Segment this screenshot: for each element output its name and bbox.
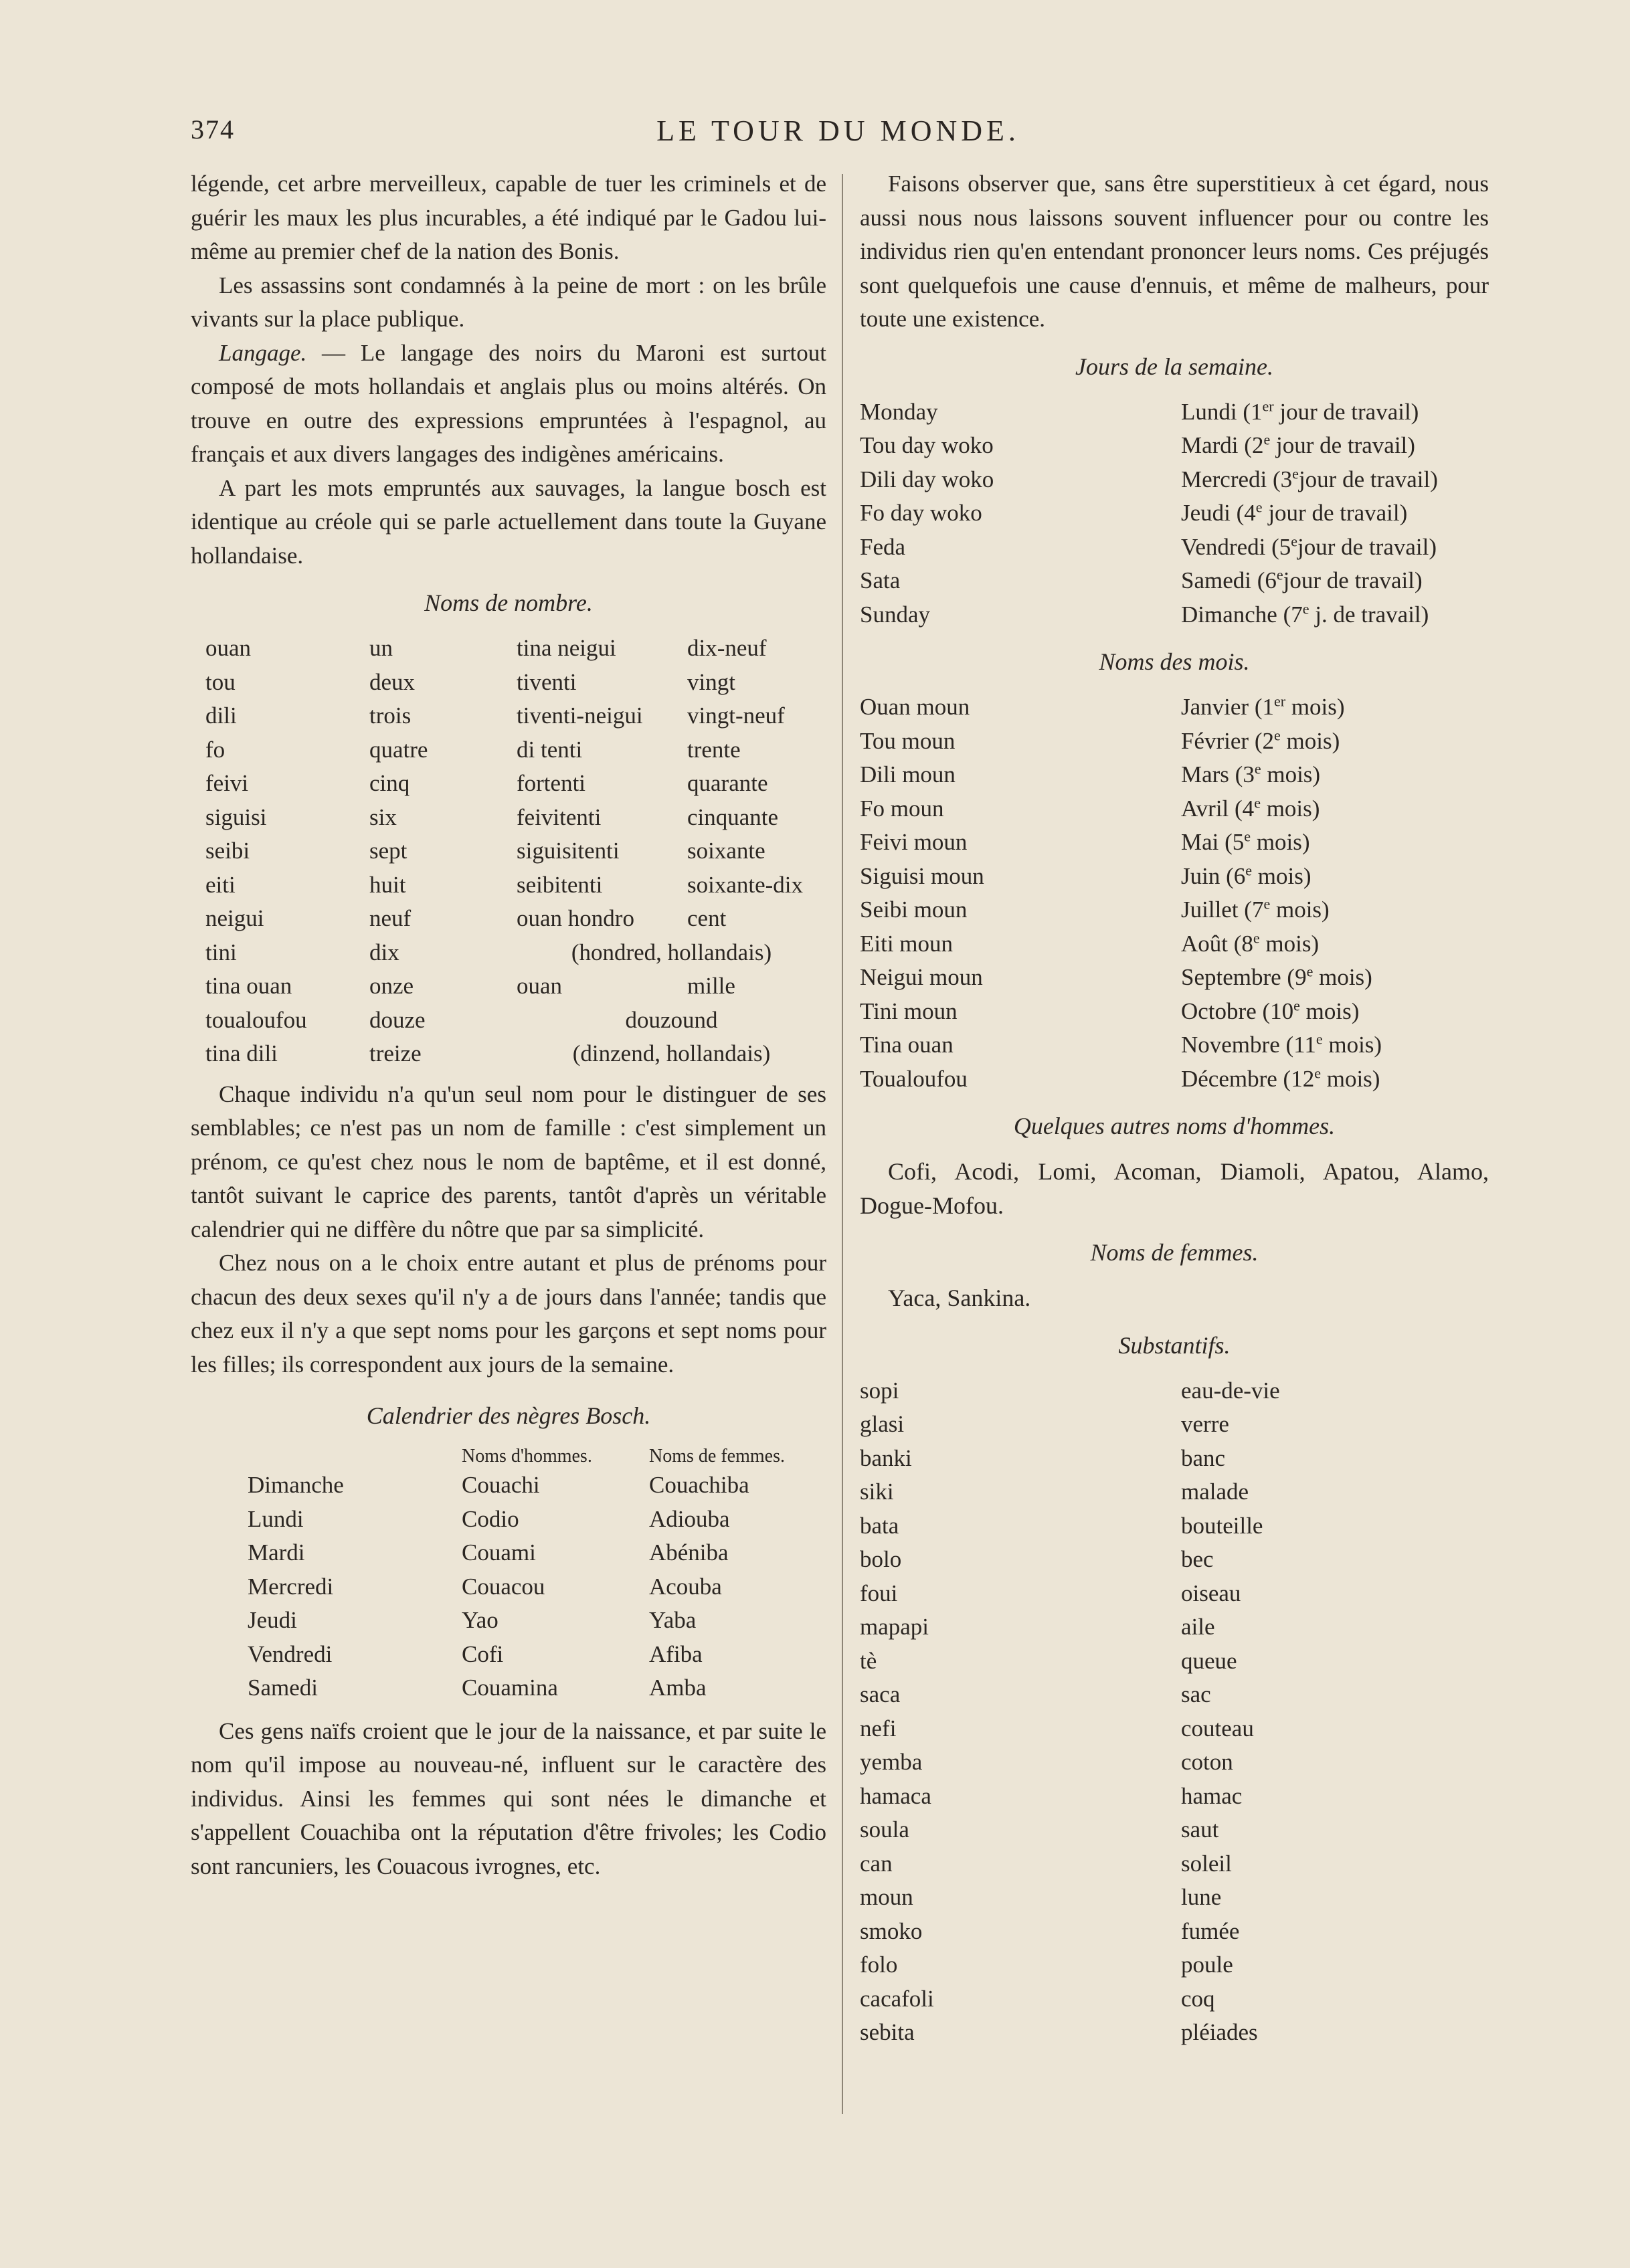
number-word-cell: siguisitenti	[517, 838, 620, 864]
noun-french-cell: bouteille	[1181, 1512, 1263, 1539]
number-word-cell: siguisi	[205, 804, 267, 830]
calendar-male-name-cell: Codio	[462, 1505, 519, 1532]
noun-word-cell: foui	[860, 1580, 898, 1606]
month-word-cell: Eiti moun	[860, 930, 954, 957]
calendar-male-name-cell: Couacou	[462, 1573, 545, 1600]
calendar-male-name-cell: Couamina	[462, 1675, 558, 1701]
month-word-cell: Fo moun	[860, 795, 944, 822]
ordinal-superscript: e	[1244, 828, 1251, 845]
calendar-male-name-cell: Cofi	[462, 1640, 504, 1667]
day-word-cell: Fo day woko	[860, 500, 982, 526]
number-french-cell: dix-neuf	[687, 635, 767, 661]
paragraph: Faisons observer que, sans être superstitieux à cet égard, nous aussi nous nous laissons souvent influencer pour ou contre les individus rien qu'en entendant prononcer leurs noms. Ces préjugés sont quelquefois une cause d'ennuis, et même de malheurs, pour toute une existence.	[860, 171, 1489, 332]
month-french-cell: Décembre (12e mois)	[1181, 1064, 1380, 1092]
number-french-cell: cinquante	[687, 804, 779, 830]
ordinal-superscript: e	[1263, 895, 1271, 913]
number-word-cell: tiventi-neigui	[517, 702, 643, 729]
number-word-cell: tini	[205, 939, 237, 965]
calendar-female-name-cell: Acouba	[649, 1573, 722, 1600]
women-names: Yaca, Sankina.	[888, 1285, 1031, 1311]
number-french-cell: treize	[369, 1040, 422, 1066]
number-french-cell: un	[369, 635, 393, 661]
number-word-cell: neigui	[205, 905, 264, 931]
number-word-cell: toualoufou	[205, 1006, 307, 1033]
number-word-cell: fo	[205, 736, 225, 763]
day-french-cell: Mardi (2e jour de travail)	[1181, 431, 1415, 458]
month-word-cell: Neigui moun	[860, 964, 983, 990]
number-word-cell: ouan	[517, 973, 563, 999]
calendar-day-cell: Jeudi	[248, 1607, 297, 1633]
ordinal-superscript: e	[1314, 1064, 1321, 1081]
section-heading-men-names: Quelques autres noms d'hommes.	[1013, 1113, 1336, 1139]
number-word-cell: feivi	[205, 770, 249, 796]
ordinal-superscript: e	[1273, 726, 1281, 743]
number-word-cell: tou	[205, 668, 236, 695]
number-french-cell: trente	[687, 736, 741, 763]
ordinal-superscript: e	[1291, 532, 1298, 549]
calendar-day-cell: Mardi	[248, 1539, 305, 1566]
noun-french-cell: coq	[1181, 1985, 1215, 2012]
running-title: LE TOUR DU MONDE.	[656, 114, 1020, 147]
number-french-cell: mille	[687, 973, 735, 999]
noun-word-cell: folo	[860, 1952, 898, 1978]
day-word-cell: Feda	[860, 533, 906, 560]
days-table	[860, 395, 1489, 632]
month-french-cell: Mars (3e mois)	[1181, 760, 1321, 787]
page-number: 374	[191, 114, 235, 145]
calendar-column-header: Noms d'hommes.	[462, 1446, 592, 1467]
ordinal-superscript: er	[1262, 397, 1274, 414]
paragraph: Chez nous on a le choix entre autant et plus de prénoms pour chacun des deux sexes qu'il n'y a de jours dans l'année; tandis que chez eux il n'y a que sept noms pour les garçons et sept noms pour les filles; ils correspondent aux jours de la semaine.	[191, 1250, 826, 1378]
month-word-cell: Ouan moun	[860, 694, 970, 720]
day-french-cell: Lundi (1er jour de travail)	[1181, 397, 1419, 425]
calendar-female-name-cell: Afiba	[649, 1640, 703, 1667]
day-french-cell: Samedi (6ejour de travail)	[1181, 566, 1423, 593]
day-french-cell: Dimanche (7e j. de travail)	[1181, 599, 1429, 628]
month-french-cell: Août (8e mois)	[1181, 929, 1320, 957]
noun-french-cell: malade	[1181, 1479, 1249, 1505]
month-word-cell: Feivi moun	[860, 829, 968, 855]
number-french-cell: douze	[369, 1006, 426, 1033]
ordinal-superscript: e	[1253, 929, 1260, 946]
calendar-day-cell: Samedi	[248, 1675, 318, 1701]
noun-word-cell: glasi	[860, 1411, 905, 1437]
month-word-cell: Tou moun	[860, 727, 956, 754]
number-french-cell: vingt	[687, 668, 735, 695]
month-word-cell: Tina ouan	[860, 1032, 954, 1058]
calendar-male-name-cell: Yao	[462, 1607, 499, 1633]
calendar-female-name-cell: Couachiba	[649, 1472, 749, 1498]
calendar-female-name-cell: Amba	[649, 1675, 707, 1701]
number-word-cell: seibi	[205, 838, 250, 864]
noun-word-cell: sebita	[860, 2019, 915, 2045]
paragraph: Les assassins sont condamnés à la peine de mort : on les brûle vivants sur la place publique.	[191, 272, 826, 332]
noun-word-cell: siki	[860, 1479, 894, 1505]
noun-french-cell: poule	[1181, 1952, 1233, 1978]
calendar-female-name-cell: Adiouba	[649, 1505, 730, 1532]
noun-french-cell: queue	[1181, 1647, 1237, 1674]
calendar-column-header: Noms de femmes.	[649, 1446, 785, 1467]
column-divider	[842, 174, 843, 2114]
calendar-male-name-cell: Couachi	[462, 1472, 540, 1498]
month-french-cell: Juillet (7e mois)	[1181, 895, 1330, 923]
calendar-female-name-cell: Abéniba	[649, 1539, 729, 1566]
noun-french-cell: soleil	[1181, 1850, 1232, 1877]
paragraph-langage	[191, 337, 826, 472]
paragraph-text: — Le langage des noirs du Maroni est surtout composé de mots hollandais et anglais plus ou moins altérés. On trouve en outre des expressions empruntées à l'espagnol, au français et aux divers langages des indigènes américains.	[191, 339, 826, 467]
noun-word-cell: smoko	[860, 1917, 923, 1944]
number-french-cell: huit	[369, 871, 406, 898]
month-french-cell: Octobre (10e mois)	[1181, 996, 1360, 1024]
noun-french-cell: couteau	[1181, 1715, 1254, 1741]
number-word-cell: tiventi	[517, 668, 577, 695]
noun-word-cell: nefi	[860, 1715, 897, 1741]
noun-word-cell: cacafoli	[860, 1985, 934, 2012]
noun-word-cell: moun	[860, 1884, 913, 1910]
number-word-cell: ouan hondro	[517, 905, 634, 931]
number-word-cell: tina neigui	[517, 635, 616, 661]
men-names: Cofi, Acodi, Lomi, Acoman, Diamoli, Apatou, Alamo, Dogue-Mofou.	[860, 1158, 1489, 1219]
paragraph: Ces gens naïfs croient que le jour de la naissance, et par suite le nom qu'il impose au nouveau-né, influent sur le caractère des individus. Ainsi les femmes qui sont nées le dimanche et s'appellent Couachiba ont la réputation d'être frivoles; les Codio sont rancuniers, les Couacous ivrognes, etc.	[191, 1717, 826, 1879]
month-french-cell: Mai (5e mois)	[1181, 828, 1310, 855]
number-french-cell: dix	[369, 939, 399, 965]
noun-word-cell: bolo	[860, 1546, 902, 1572]
section-heading-months: Noms des mois.	[1099, 648, 1250, 675]
noun-french-cell: verre	[1181, 1411, 1229, 1437]
calendar-day-cell: Mercredi	[248, 1573, 334, 1600]
ordinal-superscript: e	[1254, 793, 1261, 811]
number-french-cell: vingt-neuf	[687, 702, 785, 729]
noun-word-cell: saca	[860, 1681, 901, 1707]
calendar-day-cell: Lundi	[248, 1505, 304, 1532]
section-heading-women-names: Noms de femmes.	[1090, 1239, 1259, 1266]
noun-french-cell: fumée	[1181, 1917, 1240, 1944]
number-french-cell: quatre	[369, 736, 428, 763]
month-french-cell: Janvier (1er mois)	[1181, 692, 1345, 720]
day-word-cell: Tou day woko	[860, 432, 994, 458]
section-heading-numbers: Noms de nombre.	[424, 589, 593, 616]
noun-word-cell: soula	[860, 1816, 909, 1842]
month-word-cell: Siguisi moun	[860, 862, 984, 889]
calendar-table	[191, 1444, 826, 1705]
right-column	[860, 167, 1489, 2050]
ordinal-superscript: e	[1302, 599, 1309, 617]
noun-french-cell: hamac	[1181, 1782, 1243, 1809]
ordinal-superscript: e	[1316, 1030, 1323, 1048]
noun-word-cell: banki	[860, 1444, 912, 1471]
day-french-cell: Mercredi (3ejour de travail)	[1181, 464, 1438, 492]
number-french-cell: onze	[369, 973, 414, 999]
ordinal-superscript: e	[1245, 861, 1253, 878]
number-french-cell: neuf	[369, 905, 412, 931]
calendar-day-cell: Dimanche	[248, 1472, 344, 1498]
number-french-cell: sept	[369, 838, 408, 864]
section-heading-days: Jours de la semaine.	[1075, 353, 1273, 380]
ordinal-superscript: e	[1292, 464, 1299, 482]
noun-word-cell: bata	[860, 1512, 899, 1539]
month-french-cell: Novembre (11e mois)	[1181, 1030, 1382, 1058]
noun-french-cell: oiseau	[1181, 1580, 1241, 1606]
ordinal-superscript: e	[1255, 498, 1263, 516]
number-word-cell: seibitenti	[517, 871, 603, 898]
noun-french-cell: bec	[1181, 1546, 1214, 1572]
number-word-cell: ouan	[205, 635, 252, 661]
section-label: Langage.	[219, 339, 307, 366]
ordinal-superscript: e	[1293, 996, 1300, 1014]
ordinal-superscript: e	[1254, 760, 1261, 777]
noun-word-cell: yemba	[860, 1749, 923, 1775]
month-word-cell: Toualoufou	[860, 1065, 968, 1092]
number-french-cell: soixante-dix	[687, 871, 804, 898]
number-word-cell: tina dili	[205, 1040, 278, 1066]
number-french-cell: trois	[369, 702, 412, 729]
section-heading-calendar: Calendrier des nègres Bosch.	[366, 1402, 651, 1429]
day-word-cell: Sunday	[860, 601, 930, 628]
number-french-cell: cinq	[369, 770, 410, 796]
month-french-cell: Juin (6e mois)	[1181, 861, 1311, 889]
number-french-cell: cent	[687, 905, 727, 931]
months-table	[860, 690, 1489, 1096]
month-french-cell: Septembre (9e mois)	[1181, 963, 1372, 990]
number-french-cell: soixante	[687, 838, 765, 864]
number-french-cell: deux	[369, 668, 416, 695]
paragraph: A part les mots empruntés aux sauvages, la langue bosch est identique au créole qui se parle actuellement dans toute la Guyane hollandaise.	[191, 474, 826, 569]
number-note-cell: douzound	[625, 1006, 718, 1033]
number-french-cell: quarante	[687, 770, 768, 796]
day-word-cell: Dili day woko	[860, 466, 994, 492]
month-word-cell: Dili moun	[860, 761, 956, 787]
paragraph: Chaque individu n'a qu'un seul nom pour le distinguer de ses semblables; ce n'est pas un nom de famille : c'est simplement un prénom, ce qu'est chez nous le nom de baptême, et il est donné, tantôt suivant le caprice des parents, tantôt d'après un véritable calendrier qui ne diffère du nôtre que par sa simplicité.	[191, 1080, 826, 1242]
calendar-female-name-cell: Yaba	[649, 1607, 697, 1633]
number-note-cell: (dinzend, hollandais)	[572, 1040, 771, 1066]
month-french-cell: Avril (4e mois)	[1181, 793, 1320, 822]
ordinal-superscript: e	[1263, 431, 1271, 448]
number-word-cell: dili	[205, 702, 237, 729]
number-word-cell: eiti	[205, 871, 236, 898]
ordinal-superscript: e	[1306, 963, 1314, 980]
month-french-cell: Février (2e mois)	[1181, 726, 1340, 754]
ordinal-superscript: er	[1273, 692, 1286, 710]
calendar-column-header	[248, 1444, 462, 1469]
noun-word-cell: hamaca	[860, 1782, 931, 1809]
noun-french-cell: eau-de-vie	[1181, 1377, 1280, 1404]
noun-french-cell: saut	[1181, 1816, 1219, 1842]
number-word-cell: di tenti	[517, 736, 583, 763]
ordinal-superscript: e	[1276, 566, 1283, 583]
day-word-cell: Monday	[860, 398, 938, 425]
day-french-cell: Jeudi (4e jour de travail)	[1181, 498, 1408, 526]
calendar-day-cell: Vendredi	[248, 1640, 333, 1667]
numbers-table	[191, 632, 826, 1071]
nouns-table	[860, 1374, 1489, 2050]
number-french-cell: six	[369, 804, 397, 830]
noun-french-cell: sac	[1181, 1681, 1211, 1707]
number-note-cell: (hondred, hollandais)	[571, 939, 772, 965]
month-word-cell: Seibi moun	[860, 896, 968, 923]
calendar-male-name-cell: Couami	[462, 1539, 536, 1566]
number-word-cell: fortenti	[517, 770, 586, 796]
number-word-cell: feivitenti	[517, 804, 602, 830]
noun-french-cell: pléiades	[1181, 2019, 1258, 2045]
noun-french-cell: lune	[1181, 1884, 1222, 1910]
month-word-cell: Tini moun	[860, 998, 958, 1024]
left-column	[191, 167, 826, 1883]
noun-word-cell: can	[860, 1850, 893, 1877]
noun-word-cell: sopi	[860, 1377, 899, 1404]
noun-word-cell: mapapi	[860, 1614, 929, 1640]
section-heading-nouns: Substantifs.	[1118, 1331, 1231, 1359]
page-header	[191, 114, 1485, 154]
noun-french-cell: coton	[1181, 1749, 1233, 1775]
noun-word-cell: tè	[860, 1647, 877, 1674]
noun-french-cell: banc	[1181, 1444, 1226, 1471]
number-word-cell: tina ouan	[205, 973, 292, 999]
day-french-cell: Vendredi (5ejour de travail)	[1181, 532, 1437, 560]
day-word-cell: Sata	[860, 567, 901, 593]
noun-french-cell: aile	[1181, 1614, 1215, 1640]
paragraph: légende, cet arbre merveilleux, capable de tuer les criminels et de guérir les maux les plus incurables, a été indiqué par le Gadou lui-même au premier chef de la nation des Bonis.	[191, 171, 826, 264]
